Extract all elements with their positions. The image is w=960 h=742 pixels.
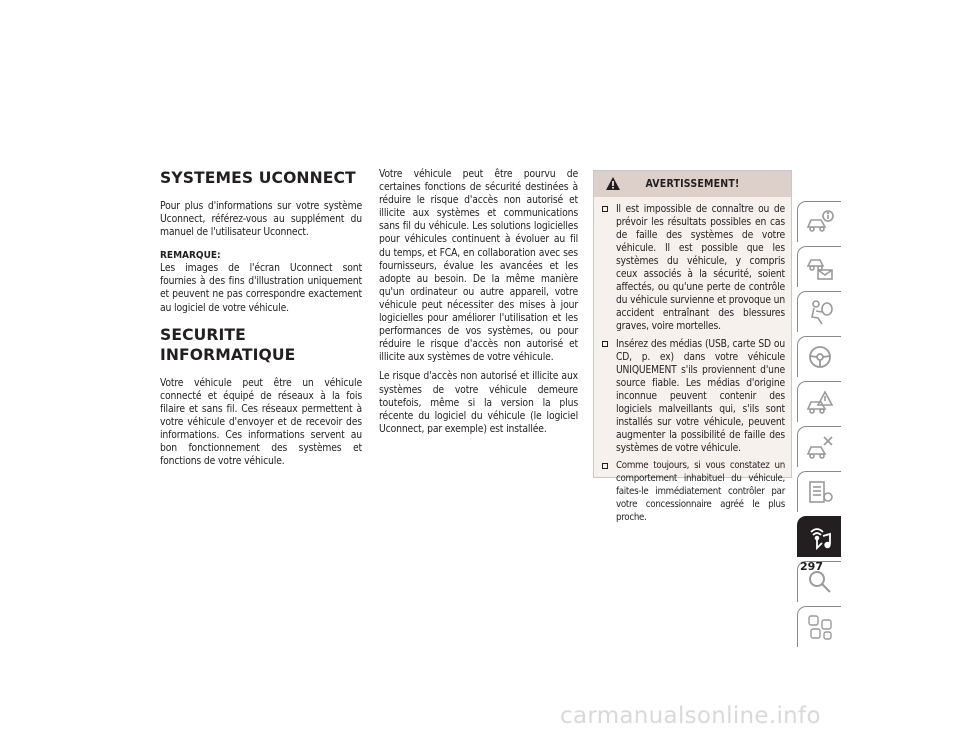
chapter-tabs [797,201,841,651]
page-number: 297 [800,560,823,573]
tab-car-service[interactable] [797,426,841,467]
column-left [160,168,362,468]
languages-icon [805,612,835,642]
tab-airbag[interactable] [797,291,841,332]
uconnect-paragraph: Pour plus d'informations sur votre système Uconnect, référez-vous au supplément du manuel de l'utilisateur Uconnect. [160,200,362,239]
tab-car-info[interactable] [797,201,841,242]
cybersecurity-paragraph: Votre véhicule peut être un véhicule connecté et équipé de réseaux à la fois filaire et sans fil. Ces réseaux permettent à votre véhicule d'envoyer et de recevoir des informations. Ces informations servent au bon fonctionnement des systèmes et fonctions de votre véhicule. [160,376,362,468]
car-info-icon [805,207,835,237]
checkbox-bullet-icon [602,463,608,469]
tab-steering[interactable] [797,336,841,377]
tab-specifications[interactable] [797,471,841,512]
section-title-uconnect: SYSTEMES UCONNECT [160,169,356,187]
tab-car-crash[interactable] [797,381,841,422]
car-crash-icon [805,387,835,417]
column-middle [379,168,578,436]
note-text: Les images de l'écran Uconnect sont fournies à des fins d'illustration uniquement et peuvent ne pas correspondre exactement au logiciel de votre véhicule. [160,262,362,314]
middle-paragraph-1: Votre véhicule peut être pourvu de certaines fonctions de sécurité destinées à réduire le risque d'accès non autorisé et illicite aux systèmes et communications sans fil du véhicule. Les solutions logicielles pour véhicules continuent à évoluer au fil du temps, et FCA, en collaboration avec ses fournisseurs, évalue les avancées et les adopte au besoin. De la même manière qu'un ordinateur ou autre appareil, votre véhicule peut nécessiter des mises à jour logicielles pour améliorer l'utilisation et les performances de vos systèmes, ou pour réduire le risque d'accès non autorisé et illicite aux systèmes de votre véhicule. [379,168,578,364]
tab-multimedia[interactable] [797,516,841,557]
tab-car-mail[interactable] [797,246,841,287]
checkbox-bullet-icon [602,206,608,212]
warning-triangle-icon [605,176,621,191]
warning-list [594,197,791,525]
checkbox-bullet-icon [602,341,608,347]
warning-header [594,171,791,197]
steering-wheel-icon [805,342,835,372]
multimedia-icon [805,522,835,552]
warning-item: Comme toujours, si vous constatez un comportement inhabituel du véhicule, faites-le immédiatement contrôler par votre concessionnaire agréé le plus proche. [602,460,785,525]
section-title-cybersecurity: SECURITE INFORMATIQUE [160,325,296,364]
warning-item: Il est impossible de connaître ou de prévoir les résultats possibles en cas de faille des systèmes de votre véhicule. Il est possible que les systèmes du véhicule, y compris ceux associés à la sécurité, soient affectés, ou qu'une perte de contrôle du véhicule survienne et provoque un accident entraînant des blessures graves, voire mortelles. [602,203,785,333]
watermark: carmanualsonline.info [560,703,821,729]
car-mail-icon [805,252,835,282]
warning-item: Insérez des médias (USB, carte SD ou CD, p. ex) dans votre véhicule UNIQUEMENT s'ils proviennent d'une source fiable. Les médias d'origine inconnue peuvent contenir des logiciels malveillants qui, s'ils sont installés sur votre véhicule, peuvent augmenter la possibilité de faille des systèmes de votre véhicule. [602,338,785,455]
warning-title: AVERTISSEMENT! [645,178,740,190]
car-service-icon [805,432,835,462]
tab-languages[interactable] [797,606,841,647]
note-label: REMARQUE: [160,250,221,262]
airbag-icon [805,297,835,327]
middle-paragraph-2: Le risque d'accès non autorisé et illicite aux systèmes de votre véhicule demeure toutefois, même si la version la plus récente du logiciel du véhicule (le logiciel Uconnect, par exemple) est installée. [379,370,578,435]
specifications-list-icon [805,477,835,507]
warning-box [593,170,792,523]
